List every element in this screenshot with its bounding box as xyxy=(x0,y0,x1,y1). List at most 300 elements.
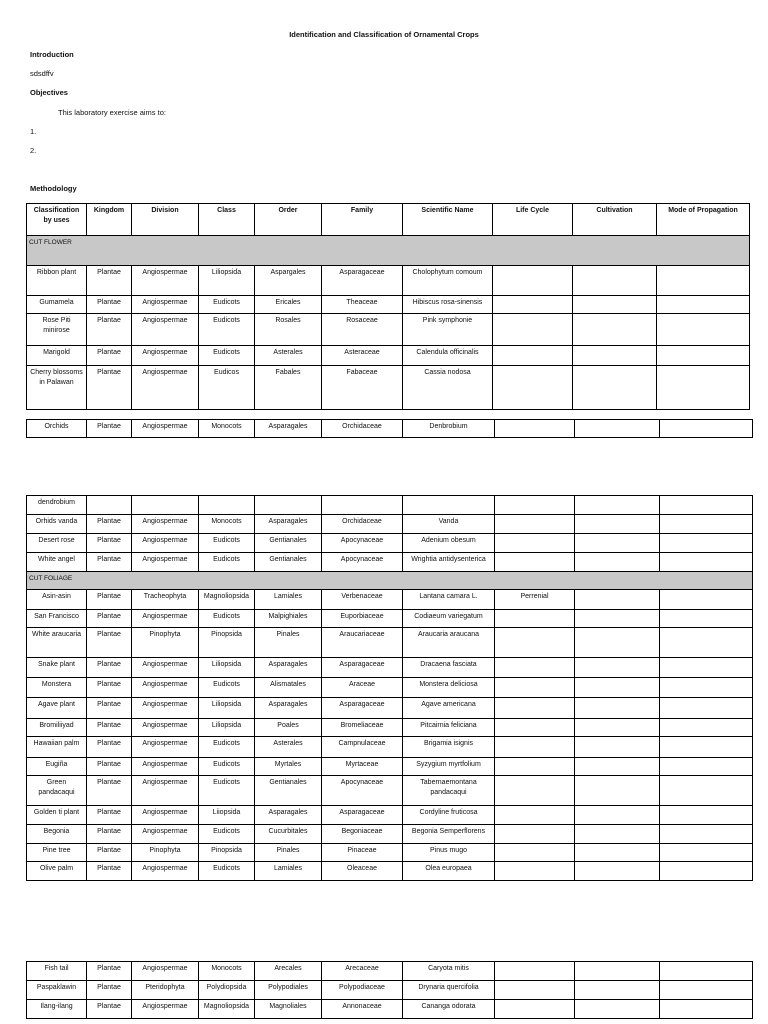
cell-family: Rosaceae xyxy=(322,314,403,346)
cell-kingdom: Plantae xyxy=(87,862,132,881)
cell-class: Eudicots xyxy=(199,737,255,758)
cell-kingdom xyxy=(87,496,132,515)
cell-scientific-name: Caryota mitis xyxy=(403,962,495,981)
cell-life-cycle xyxy=(495,610,575,628)
cell-family: Orchidaceae xyxy=(322,515,403,534)
cell-mode-of-propagation xyxy=(660,737,753,758)
cell-division xyxy=(132,496,199,515)
orchids-table-page1 xyxy=(26,419,753,438)
cell-life-cycle xyxy=(493,296,573,314)
cell-division: Angiospermae xyxy=(132,534,199,553)
cell-life-cycle xyxy=(495,981,575,1000)
table-row xyxy=(27,610,753,628)
cell-order: Poales xyxy=(255,719,322,737)
cell-family: Polypodiaceae xyxy=(322,981,403,1000)
header-class: Class xyxy=(199,204,255,236)
cell-order: Asparagales xyxy=(255,698,322,719)
cell-kingdom: Plantae xyxy=(87,346,132,366)
cell-mode-of-propagation xyxy=(660,590,753,610)
cell-scientific-name: Agave americana xyxy=(403,698,495,719)
cell-scientific-name: Wrightia antidysenterica xyxy=(403,553,495,572)
cell-order: Pinales xyxy=(255,844,322,862)
cell-division: Pteridophyta xyxy=(132,981,199,1000)
table-row xyxy=(27,981,753,1000)
cell-order: Asparagales xyxy=(255,806,322,825)
cell-mode-of-propagation xyxy=(660,806,753,825)
cell-mode-of-propagation xyxy=(660,844,753,862)
cell-classification: dendrobium xyxy=(27,496,87,515)
cell-cultivation xyxy=(575,515,660,534)
cell-kingdom: Plantae xyxy=(87,628,132,658)
cell-division: Angiospermae xyxy=(132,610,199,628)
cell-family: Orchidaceae xyxy=(322,420,403,438)
cell-classification: Ribbon plant xyxy=(27,266,87,296)
table-row xyxy=(27,658,753,678)
cell-life-cycle xyxy=(493,366,573,410)
cell-division: Angiospermae xyxy=(132,758,199,776)
cell-class: Liliopsida xyxy=(199,266,255,296)
cell-life-cycle xyxy=(493,266,573,296)
cell-kingdom: Plantae xyxy=(87,981,132,1000)
table-row xyxy=(27,862,753,881)
cell-classification: Rose Piti minirose xyxy=(27,314,87,346)
cell-life-cycle xyxy=(495,776,575,806)
cell-division: Angiospermae xyxy=(132,737,199,758)
cell-cultivation xyxy=(575,981,660,1000)
cell-order: Gentianales xyxy=(255,776,322,806)
cell-class: Monocots xyxy=(199,962,255,981)
classification-table-page3 xyxy=(26,961,753,1019)
cell-cultivation xyxy=(575,658,660,678)
table-row xyxy=(27,515,753,534)
header-order: Order xyxy=(255,204,322,236)
cell-life-cycle xyxy=(493,314,573,346)
cell-class: Eudicots xyxy=(199,825,255,844)
cell-cultivation xyxy=(575,698,660,719)
cell-cultivation xyxy=(575,844,660,862)
cell-family: Begoniaceae xyxy=(322,825,403,844)
cell-cultivation xyxy=(575,758,660,776)
table-row xyxy=(27,678,753,698)
cell-cultivation xyxy=(575,806,660,825)
cell-scientific-name: Cordyline fruticosa xyxy=(403,806,495,825)
objective-item-2: 2. xyxy=(30,146,37,155)
cell-life-cycle xyxy=(495,806,575,825)
cell-class: Magnoliopsida xyxy=(199,590,255,610)
cell-order: Arecales xyxy=(255,962,322,981)
table-row xyxy=(27,314,750,346)
cell-cultivation xyxy=(573,266,657,296)
cell-family xyxy=(322,496,403,515)
cell-class: Eudicots xyxy=(199,553,255,572)
table-row xyxy=(27,719,753,737)
cell-mode-of-propagation xyxy=(660,981,753,1000)
cell-kingdom: Plantae xyxy=(87,844,132,862)
cell-division: Angiospermae xyxy=(132,314,199,346)
cell-life-cycle xyxy=(495,825,575,844)
section-label: CUT FOLIAGE xyxy=(27,572,753,590)
header-cultivation: Cultivation xyxy=(573,204,657,236)
cell-cultivation xyxy=(575,534,660,553)
cell-mode-of-propagation xyxy=(657,266,750,296)
cell-mode-of-propagation xyxy=(660,420,753,438)
cell-classification: Cherry blossoms in Palawan xyxy=(27,366,87,410)
cell-division: Pinophyta xyxy=(132,844,199,862)
cell-life-cycle xyxy=(495,698,575,719)
cell-classification: Desert rose xyxy=(27,534,87,553)
table-row xyxy=(27,296,750,314)
cell-division: Angiospermae xyxy=(132,678,199,698)
cell-mode-of-propagation xyxy=(660,1000,753,1019)
cell-cultivation xyxy=(575,590,660,610)
table-row xyxy=(27,496,753,515)
cell-family: Pinaceae xyxy=(322,844,403,862)
cell-kingdom: Plantae xyxy=(87,420,132,438)
cell-kingdom: Plantae xyxy=(87,776,132,806)
cell-division: Angiospermae xyxy=(132,658,199,678)
section-row xyxy=(27,236,750,266)
cell-life-cycle xyxy=(495,420,575,438)
cell-division: Angiospermae xyxy=(132,346,199,366)
cell-mode-of-propagation xyxy=(657,366,750,410)
cell-cultivation xyxy=(573,314,657,346)
cell-kingdom: Plantae xyxy=(87,678,132,698)
header-mode-of-propagation: Mode of Propagation xyxy=(657,204,750,236)
table-row xyxy=(27,366,750,410)
cell-scientific-name: Hibiscus rosa-sinensis xyxy=(403,296,493,314)
cell-division: Angiospermae xyxy=(132,515,199,534)
cell-life-cycle xyxy=(495,844,575,862)
cell-order: Ericales xyxy=(255,296,322,314)
cell-class: Polydiopsida xyxy=(199,981,255,1000)
cell-kingdom: Plantae xyxy=(87,737,132,758)
cell-scientific-name: Olea europaea xyxy=(403,862,495,881)
cell-classification: Fish tail xyxy=(27,962,87,981)
cell-life-cycle xyxy=(495,1000,575,1019)
objectives-heading: Objectives xyxy=(30,88,68,97)
cell-class: Eudicos xyxy=(199,366,255,410)
header-family: Family xyxy=(322,204,403,236)
cell-class: Eudicots xyxy=(199,758,255,776)
table-row xyxy=(27,1000,753,1019)
cell-mode-of-propagation xyxy=(657,296,750,314)
cell-mode-of-propagation xyxy=(660,496,753,515)
table-row xyxy=(27,628,753,658)
cell-order: Rosales xyxy=(255,314,322,346)
cell-cultivation xyxy=(575,862,660,881)
cell-scientific-name: Brigamia isignis xyxy=(403,737,495,758)
cell-scientific-name: Codiaeum variegatum xyxy=(403,610,495,628)
section-row xyxy=(27,572,753,590)
cell-cultivation xyxy=(573,346,657,366)
cell-classification: White araucaria xyxy=(27,628,87,658)
cell-order: Asterales xyxy=(255,737,322,758)
cell-cultivation xyxy=(575,553,660,572)
cell-family: Araucariaceae xyxy=(322,628,403,658)
cell-family: Fabaceae xyxy=(322,366,403,410)
cell-classification: Orhids vanda xyxy=(27,515,87,534)
cell-order: Asparagales xyxy=(255,658,322,678)
cell-class: Eudicots xyxy=(199,678,255,698)
cell-classification: Gumamela xyxy=(27,296,87,314)
cell-mode-of-propagation xyxy=(660,678,753,698)
cell-kingdom: Plantae xyxy=(87,534,132,553)
cell-life-cycle xyxy=(493,346,573,366)
cell-order xyxy=(255,496,322,515)
cell-kingdom: Plantae xyxy=(87,658,132,678)
cell-mode-of-propagation xyxy=(657,314,750,346)
cell-classification: Ilang-ilang xyxy=(27,1000,87,1019)
cell-class: Pinopsida xyxy=(199,628,255,658)
cell-family: Arecaceae xyxy=(322,962,403,981)
table-row xyxy=(27,737,753,758)
cell-life-cycle xyxy=(495,758,575,776)
cell-kingdom: Plantae xyxy=(87,806,132,825)
cell-kingdom: Plantae xyxy=(87,1000,132,1019)
cell-life-cycle xyxy=(495,628,575,658)
cell-order: Polypodiales xyxy=(255,981,322,1000)
cell-mode-of-propagation xyxy=(660,534,753,553)
cell-kingdom: Plantae xyxy=(87,610,132,628)
cell-mode-of-propagation xyxy=(660,758,753,776)
cell-classification: Pine tree xyxy=(27,844,87,862)
cell-scientific-name: Cassia nodosa xyxy=(403,366,493,410)
cell-mode-of-propagation xyxy=(660,610,753,628)
cell-division: Angiospermae xyxy=(132,553,199,572)
cell-division: Angiospermae xyxy=(132,825,199,844)
cell-class: Pinopsida xyxy=(199,844,255,862)
cell-class: Liliopsida xyxy=(199,658,255,678)
cell-life-cycle xyxy=(495,719,575,737)
table-row xyxy=(27,758,753,776)
cell-kingdom: Plantae xyxy=(87,314,132,346)
cell-order: Myrtales xyxy=(255,758,322,776)
cell-kingdom: Plantae xyxy=(87,366,132,410)
cell-scientific-name: Vanda xyxy=(403,515,495,534)
cell-scientific-name: Tabernaemontana pandacaqui xyxy=(403,776,495,806)
cell-kingdom: Plantae xyxy=(87,698,132,719)
cell-classification: Bromiliiyad xyxy=(27,719,87,737)
cell-life-cycle xyxy=(495,737,575,758)
cell-classification: San Francisco xyxy=(27,610,87,628)
cell-class: Liliopsida xyxy=(199,698,255,719)
cell-division: Angiospermae xyxy=(132,862,199,881)
cell-class: Monocots xyxy=(199,515,255,534)
cell-scientific-name: Dracaena fasciata xyxy=(403,658,495,678)
cell-mode-of-propagation xyxy=(660,553,753,572)
cell-kingdom: Plantae xyxy=(87,553,132,572)
cell-order: Gentianales xyxy=(255,534,322,553)
cell-cultivation xyxy=(573,366,657,410)
cell-order: Asparagales xyxy=(255,420,322,438)
table-header-row xyxy=(27,204,750,236)
cell-cultivation xyxy=(575,719,660,737)
cell-scientific-name: Syzygium myrtfolium xyxy=(403,758,495,776)
cell-division: Angiospermae xyxy=(132,420,199,438)
cell-kingdom: Plantae xyxy=(87,825,132,844)
cell-order: Magnoliales xyxy=(255,1000,322,1019)
classification-table-page1 xyxy=(26,203,750,410)
cell-order: Fabales xyxy=(255,366,322,410)
cell-family: Apocynaceae xyxy=(322,553,403,572)
cell-class: Monocots xyxy=(199,420,255,438)
cell-kingdom: Plantae xyxy=(87,266,132,296)
cell-division: Angiospermae xyxy=(132,1000,199,1019)
cell-classification: White angel xyxy=(27,553,87,572)
table-row xyxy=(27,553,753,572)
header-kingdom: Kingdom xyxy=(87,204,132,236)
cell-kingdom: Plantae xyxy=(87,962,132,981)
cell-division: Angiospermae xyxy=(132,806,199,825)
cell-kingdom: Plantae xyxy=(87,590,132,610)
document-title: Identification and Classification of Ornamental Crops xyxy=(289,30,479,39)
cell-order: Lamiales xyxy=(255,590,322,610)
cell-kingdom: Plantae xyxy=(87,719,132,737)
cell-mode-of-propagation xyxy=(657,346,750,366)
cell-family: Myrtaceae xyxy=(322,758,403,776)
cell-family: Asteraceae xyxy=(322,346,403,366)
cell-life-cycle xyxy=(495,862,575,881)
cell-order: Gentianales xyxy=(255,553,322,572)
cell-life-cycle xyxy=(495,658,575,678)
cell-division: Angiospermae xyxy=(132,776,199,806)
cell-family: Annonaceae xyxy=(322,1000,403,1019)
cell-kingdom: Plantae xyxy=(87,296,132,314)
cell-classification: Golden ti plant xyxy=(27,806,87,825)
cell-scientific-name: Drynaria quercifolia xyxy=(403,981,495,1000)
header-scientific-name: Scientific Name xyxy=(403,204,493,236)
cell-life-cycle xyxy=(495,534,575,553)
cell-order: Pinales xyxy=(255,628,322,658)
objectives-text: This laboratory exercise aims to: xyxy=(58,108,166,117)
cell-class: Magnoliopsida xyxy=(199,1000,255,1019)
cell-cultivation xyxy=(573,296,657,314)
cell-class: Eudicots xyxy=(199,314,255,346)
table-row xyxy=(27,534,753,553)
cell-scientific-name: Pinus mugo xyxy=(403,844,495,862)
table-row xyxy=(27,420,753,438)
section-label: CUT FLOWER xyxy=(27,236,750,266)
cell-division: Tracheophyta xyxy=(132,590,199,610)
cell-scientific-name: Begonia Semperflorens xyxy=(403,825,495,844)
cell-cultivation xyxy=(575,420,660,438)
cell-division: Pinophyta xyxy=(132,628,199,658)
cell-division: Angiospermae xyxy=(132,296,199,314)
cell-life-cycle xyxy=(495,515,575,534)
cell-life-cycle xyxy=(495,962,575,981)
cell-classification: Eugiña xyxy=(27,758,87,776)
cell-cultivation xyxy=(575,678,660,698)
cell-kingdom: Plantae xyxy=(87,515,132,534)
header-classification: Classification by uses xyxy=(27,204,87,236)
introduction-text: sdsdffv xyxy=(30,69,54,78)
cell-cultivation xyxy=(575,628,660,658)
cell-family: Campnulaceae xyxy=(322,737,403,758)
cell-scientific-name: Denbrobium xyxy=(403,420,495,438)
cell-class: Liiopsida xyxy=(199,806,255,825)
table-row xyxy=(27,825,753,844)
cell-division: Angiospermae xyxy=(132,266,199,296)
methodology-heading: Methodology xyxy=(30,184,77,193)
cell-family: Apocynaceae xyxy=(322,776,403,806)
cell-cultivation xyxy=(575,737,660,758)
cell-classification: Snake plant xyxy=(27,658,87,678)
cell-cultivation xyxy=(575,776,660,806)
cell-scientific-name xyxy=(403,496,495,515)
header-life-cycle: Life Cycle xyxy=(493,204,573,236)
cell-mode-of-propagation xyxy=(660,776,753,806)
cell-order: Asterales xyxy=(255,346,322,366)
cell-class xyxy=(199,496,255,515)
cell-mode-of-propagation xyxy=(660,628,753,658)
table-row xyxy=(27,806,753,825)
cell-cultivation xyxy=(575,1000,660,1019)
header-division: Division xyxy=(132,204,199,236)
table-row xyxy=(27,962,753,981)
cell-classification: Begonia xyxy=(27,825,87,844)
cell-life-cycle xyxy=(495,678,575,698)
cell-life-cycle: Perrenial xyxy=(495,590,575,610)
cell-scientific-name: Adenium obesum xyxy=(403,534,495,553)
cell-division: Angiospermae xyxy=(132,719,199,737)
cell-scientific-name: Pink symphonie xyxy=(403,314,493,346)
cell-classification: Paspaklawin xyxy=(27,981,87,1000)
cell-scientific-name: Lantana camara L. xyxy=(403,590,495,610)
cell-family: Asparagaceae xyxy=(322,698,403,719)
cell-classification: Marigold xyxy=(27,346,87,366)
classification-table-page2 xyxy=(26,495,753,881)
cell-order: Malpighiales xyxy=(255,610,322,628)
cell-family: Theaceae xyxy=(322,296,403,314)
cell-scientific-name: Calendula officinalis xyxy=(403,346,493,366)
cell-mode-of-propagation xyxy=(660,862,753,881)
cell-kingdom: Plantae xyxy=(87,758,132,776)
cell-mode-of-propagation xyxy=(660,719,753,737)
table-row xyxy=(27,776,753,806)
cell-life-cycle xyxy=(495,496,575,515)
cell-mode-of-propagation xyxy=(660,825,753,844)
cell-class: Eudicots xyxy=(199,610,255,628)
cell-scientific-name: Cananga odorata xyxy=(403,1000,495,1019)
cell-order: Alismatales xyxy=(255,678,322,698)
table-row xyxy=(27,346,750,366)
cell-division: Angiospermae xyxy=(132,366,199,410)
cell-family: Asparagaceae xyxy=(322,658,403,678)
cell-classification: Agave plant xyxy=(27,698,87,719)
cell-classification: Orchids xyxy=(27,420,87,438)
cell-mode-of-propagation xyxy=(660,962,753,981)
cell-cultivation xyxy=(575,610,660,628)
cell-class: Eudicots xyxy=(199,346,255,366)
cell-class: Liliopsida xyxy=(199,719,255,737)
cell-scientific-name: Pitcairnia feliciana xyxy=(403,719,495,737)
cell-cultivation xyxy=(575,825,660,844)
cell-class: Eudicots xyxy=(199,534,255,553)
cell-cultivation xyxy=(575,496,660,515)
table-row xyxy=(27,698,753,719)
table-row xyxy=(27,266,750,296)
table-row xyxy=(27,590,753,610)
cell-division: Angiospermae xyxy=(132,698,199,719)
cell-family: Oleaceae xyxy=(322,862,403,881)
cell-order: Asparagales xyxy=(255,515,322,534)
cell-family: Asparagaceae xyxy=(322,266,403,296)
introduction-heading: Introduction xyxy=(30,50,74,59)
cell-order: Aspargales xyxy=(255,266,322,296)
cell-family: Apocynaceae xyxy=(322,534,403,553)
cell-mode-of-propagation xyxy=(660,658,753,678)
cell-division: Angiospermae xyxy=(132,962,199,981)
